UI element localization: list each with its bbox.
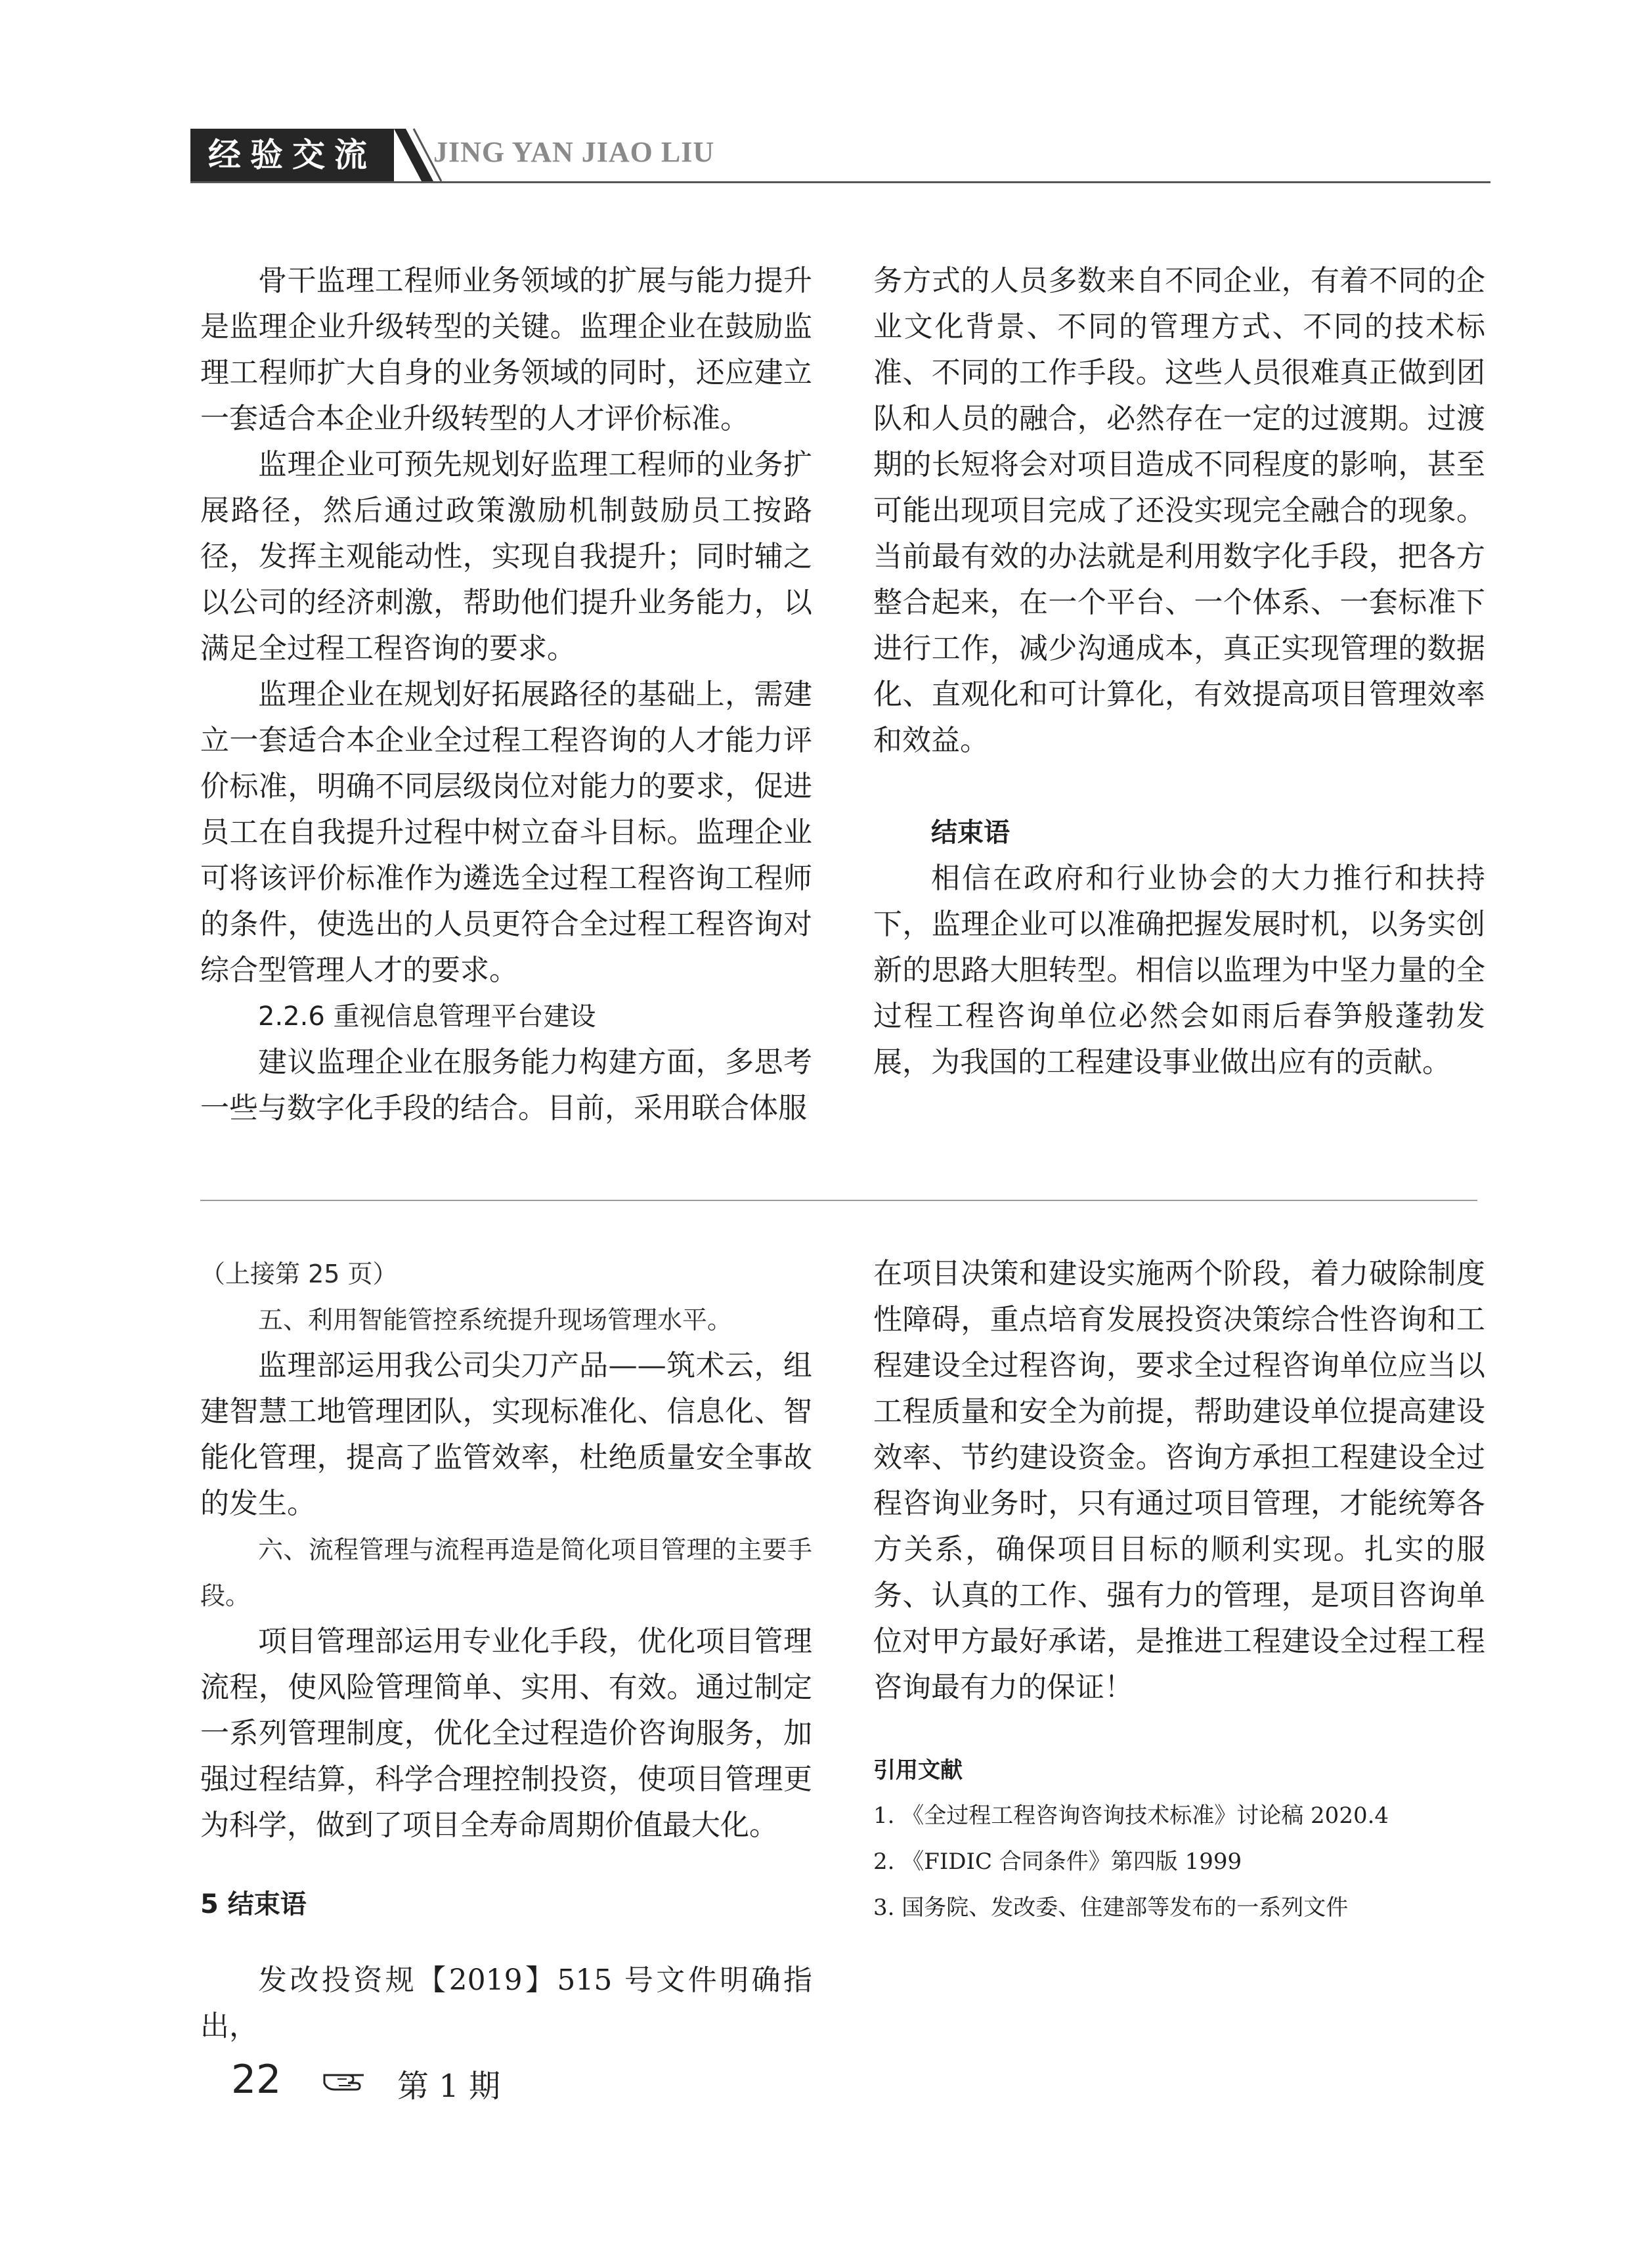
paragraph: 在项目决策和建设实施两个阶段，着力破除制度性障碍，重点培育发展投资决策综合性咨询和工程建设全过程咨询，要求全过程咨询单位应当以工程质量和安全为前提，帮助建设单位提高建设效率、节约建设资金。咨询方承担工程建设全过程咨询业务时，只有通过项目管理，才能统筹各方关系，确保项目目标的顺利实现。扎实的服务、认真的工作、强有力的管理，是项目咨询单位对甲方最好承诺，是推进工程建设全过程工程咨询最有力的保证！ <box>873 1257 1485 1704</box>
top-left-column <box>200 258 812 1131</box>
paragraph: 监理部运用我公司尖刀产品——筑术云，组建智慧工地管理团队，实现标准化、信息化、智能化管理，提高了监管效率，杜绝质量安全事故的发生。 <box>200 1349 812 1520</box>
hand-pointer-icon <box>322 2063 368 2096</box>
continued-note: （上接第 25 页） <box>200 1260 398 1288</box>
page-number: 22 <box>231 2057 282 2103</box>
top-right-column <box>873 258 1485 1085</box>
section-pinyin: JING YAN JIAO LIU <box>433 136 715 168</box>
bottom-right-column <box>873 1251 1485 1711</box>
reference-item: 3. 国务院、发改委、住建部等发布的一系列文件 <box>873 1895 1349 1921</box>
paragraph: 项目管理部运用专业化手段，优化项目管理流程，使风险管理简单、实用、有效。通过制定一系列管理制度，优化全过程造价咨询服务，加强过程结算，科学合理控制投资，使项目管理更为科学，做到了项目全寿命周期价值最大化。 <box>200 1625 812 1842</box>
closing-heading: 结束语 <box>931 818 1010 848</box>
reference-item: 1. 《全过程工程咨询咨询技术标准》讨论稿 2020.4 <box>873 1803 1389 1829</box>
section-heading: 5 结束语 <box>200 1889 307 1919</box>
section-tab: 经验交流 <box>190 129 394 181</box>
bottom-left-column <box>200 1251 812 2049</box>
item-heading: 六、流程管理与流程再造是简化项目管理的主要手段。 <box>200 1535 812 1610</box>
references-title: 引用文献 <box>873 1757 963 1784</box>
page-header <box>0 0 1652 197</box>
issue-label: 第 1 期 <box>397 2068 501 2105</box>
paragraph: 建议监理企业在服务能力构建方面，多思考一些与数字化手段的结合。目前，采用联合体服 <box>200 1045 812 1125</box>
item-heading: 五、利用智能管控系统提升现场管理水平。 <box>258 1305 733 1334</box>
subsection-heading: 2.2.6 重视信息管理平台建设 <box>258 1001 596 1032</box>
references-list <box>873 1793 1389 1931</box>
section-divider <box>200 1200 1477 1201</box>
paragraph: 骨干监理工程师业务领域的扩展与能力提升是监理企业升级转型的关键。监理企业在鼓励监理工程师扩大自身的业务领域的同时，还应建立一套适合本企业升级转型的人才评价标准。 <box>200 264 812 435</box>
reference-item: 2. 《FIDIC 合同条件》第四版 1999 <box>873 1849 1242 1875</box>
header-rule <box>190 181 1490 183</box>
paragraph: 务方式的人员多数来自不同企业，有着不同的企业文化背景、不同的管理方式、不同的技术标准、不同的工作手段。这些人员很难真正做到团队和人员的融合，必然存在一定的过渡期。过渡期的长短将会对项目造成不同程度的影响，甚至可能出现项目完成了还没实现完全融合的现象。当前最有效的办法就是利用数字化手段，把各方整合起来，在一个平台、一个体系、一套标准下进行工作，减少沟通成本，真正实现管理的数据化、直观化和可计算化，有效提高项目管理效率和效益。 <box>873 264 1485 757</box>
paragraph: 发改投资规【2019】515 号文件明确指出， <box>200 1963 812 2043</box>
paragraph: 监理企业在规划好拓展路径的基础上，需建立一套适合本企业全过程工程咨询的人才能力评价标准，明确不同层级岗位对能力的要求，促进员工在自我提升过程中树立奋斗目标。监理企业可将该评价标准作为遴选全过程工程咨询工程师的条件，使选出的人员更符合全过程工程咨询对综合型管理人才的要求。 <box>200 678 812 987</box>
paragraph: 相信在政府和行业协会的大力推行和扶持下，监理企业可以准确把握发展时机，以务实创新的思路大胆转型。相信以监理为中坚力量的全过程工程咨询单位必然会如雨后春笋般蓬勃发展，为我国的工程建设事业做出应有的贡献。 <box>873 862 1485 1079</box>
paragraph: 监理企业可预先规划好监理工程师的业务扩展路径，然后通过政策激励机制鼓励员工按路径，发挥主观能动性，实现自我提升；同时辅之以公司的经济刺激，帮助他们提升业务能力，以满足全过程工程咨询的要求。 <box>200 448 812 665</box>
